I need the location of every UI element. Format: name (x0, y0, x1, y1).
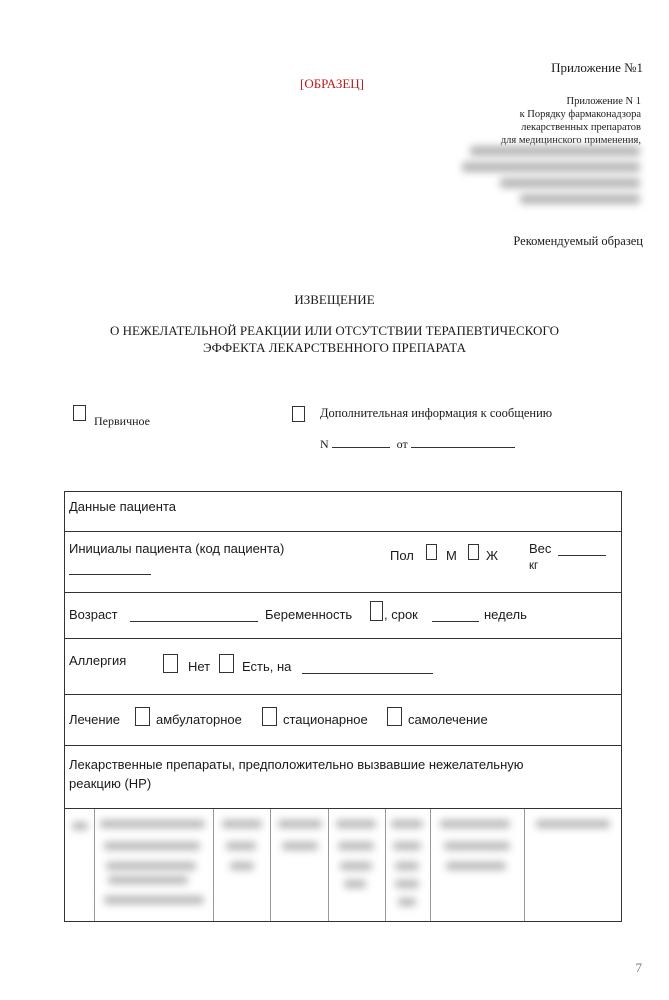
col-divider (270, 808, 271, 922)
row-divider (64, 638, 622, 639)
subtitle-line-1: О НЕЖЕЛАТЕЛЬНОЙ РЕАКЦИИ ИЛИ ОТСУТСТВИИ ТЕРАПЕВТИЧЕСКОГО (110, 323, 559, 338)
from-label: от (396, 437, 408, 451)
sex-male-checkbox[interactable] (426, 544, 437, 560)
message-number-row (320, 436, 515, 452)
page-number: 7 (635, 960, 642, 975)
sex-female-checkbox[interactable] (468, 544, 479, 560)
allergy-yes-label: Есть, на (242, 659, 292, 674)
weight-label: Вес (529, 541, 552, 556)
allergy-label: Аллергия (69, 653, 127, 668)
redacted-text (391, 820, 423, 828)
number-field[interactable] (332, 436, 390, 448)
col-divider (385, 808, 386, 922)
redacted-text (340, 862, 372, 870)
redacted-text (398, 898, 416, 906)
allergy-no-label: Нет (188, 659, 211, 674)
allergy-field[interactable] (302, 661, 433, 674)
sex-female-label: Ж (486, 548, 499, 563)
redacted-text (500, 178, 640, 188)
redacted-text (72, 822, 88, 830)
redacted-text (440, 820, 510, 828)
col-divider (213, 808, 214, 922)
drugs-label-line-2: реакцию (НР) (69, 776, 152, 791)
additional-info-label: Дополнительная информация к сообщению (320, 406, 553, 420)
redacted-text (344, 880, 366, 888)
sample-stamp: [ОБРАЗЕЦ] (300, 76, 364, 91)
redacted-text (446, 862, 506, 870)
sex-label: Пол (390, 548, 414, 563)
weeks-label: недель (484, 607, 527, 622)
treatment-label: Лечение (69, 712, 121, 727)
sex-male-label: М (446, 548, 457, 563)
redacted-text (282, 842, 318, 850)
weight-unit: кг (529, 560, 539, 572)
appendix-n1-line: лекарственных препаратов (521, 122, 641, 133)
treatment-inpatient-label: стационарное (283, 712, 368, 727)
redacted-text (108, 876, 188, 884)
redacted-text (520, 194, 640, 204)
redacted-text (104, 842, 200, 850)
redacted-text (462, 162, 640, 172)
document-subtitle (60, 322, 609, 356)
redacted-text (106, 862, 196, 870)
col-divider (524, 808, 525, 922)
patient-data-header: Данные пациента (69, 499, 177, 514)
document-title: ИЗВЕЩЕНИЕ (294, 292, 375, 307)
row-divider (64, 592, 622, 593)
treatment-inpatient-checkbox[interactable] (262, 707, 277, 726)
redacted-text (338, 842, 374, 850)
redacted-text (226, 842, 256, 850)
col-divider (328, 808, 329, 922)
redacted-text (393, 842, 421, 850)
treatment-outpatient-checkbox[interactable] (135, 707, 150, 726)
row-divider (64, 745, 622, 746)
treatment-outpatient-label: амбулаторное (156, 712, 242, 727)
appendix-n1-line: Приложение N 1 (566, 96, 641, 107)
redacted-text (536, 820, 610, 828)
age-label: Возраст (69, 607, 118, 622)
redacted-text (395, 880, 419, 888)
redacted-text (336, 820, 376, 828)
row-divider (64, 694, 622, 695)
primary-label: Первичное (94, 414, 151, 428)
redacted-text (104, 896, 204, 904)
redacted-text (100, 820, 205, 828)
appendix-1-label: Приложение №1 (551, 60, 643, 75)
appendix-n1-block (501, 95, 641, 147)
allergy-yes-checkbox[interactable] (219, 654, 234, 673)
additional-info-checkbox[interactable] (292, 406, 305, 422)
patient-initials-label: Инициалы пациента (код пациента) (69, 541, 285, 556)
term-label: , срок (384, 607, 418, 622)
redacted-text (444, 842, 510, 850)
redacted-text (278, 820, 322, 828)
treatment-self-checkbox[interactable] (387, 707, 402, 726)
term-field[interactable] (432, 609, 479, 622)
treatment-self-label: самолечение (408, 712, 488, 727)
appendix-n1-line: для медицинского применения, (500, 135, 641, 146)
patient-initials-field[interactable] (69, 562, 151, 575)
pregnancy-checkbox[interactable] (370, 601, 383, 621)
drugs-label-line-1: Лекарственные препараты, предположительно вызвавшие нежелательную (69, 757, 524, 772)
col-divider (430, 808, 431, 922)
redacted-text (470, 146, 640, 156)
redacted-text (230, 862, 254, 870)
number-label: N (320, 437, 329, 451)
age-field[interactable] (130, 609, 258, 622)
row-divider (64, 808, 622, 809)
recommended-sample-label: Рекомендуемый образец (513, 234, 643, 248)
col-divider (94, 808, 95, 922)
allergy-no-checkbox[interactable] (163, 654, 178, 673)
row-divider (64, 531, 622, 532)
redacted-text (222, 820, 262, 828)
weight-field[interactable] (558, 543, 606, 556)
subtitle-line-2: ЭФФЕКТА ЛЕКАРСТВЕННОГО ПРЕПАРАТА (203, 340, 466, 355)
date-field[interactable] (411, 436, 515, 448)
appendix-n1-line: к Порядку фармаконадзора (519, 109, 641, 120)
redacted-text (395, 862, 419, 870)
primary-checkbox[interactable] (73, 405, 86, 421)
pregnancy-label: Беременность (265, 607, 353, 622)
